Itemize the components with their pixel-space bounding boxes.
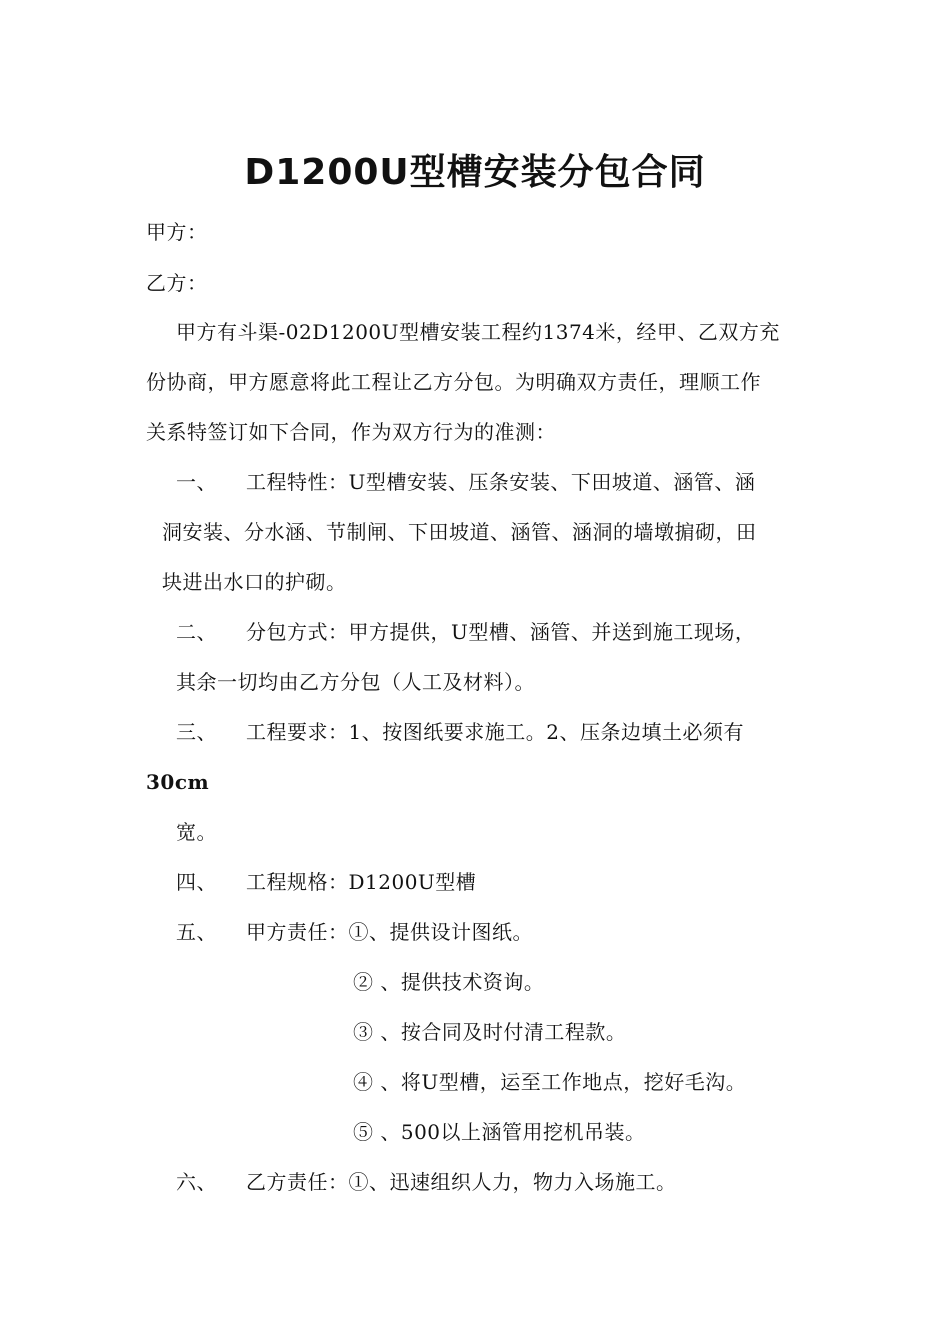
section-3 bbox=[176, 717, 744, 747]
section-number: 四、 bbox=[176, 870, 217, 894]
party-a-label: 甲方： bbox=[146, 220, 208, 244]
section-text: 其余一切均由乙方分包（人工及材料）。 bbox=[176, 670, 535, 694]
section-1 bbox=[176, 467, 755, 497]
list-item: ④ 、将U型槽，运至工作地点，挖好毛沟。 bbox=[353, 1070, 747, 1094]
list-item: ② 、提供技术资询。 bbox=[353, 970, 545, 994]
section-text: 工程规格：D1200U型槽 bbox=[246, 870, 477, 894]
document-title: D1200U型槽安装分包合同 bbox=[244, 152, 706, 193]
section-number: 一、 bbox=[176, 470, 217, 494]
section-label: 甲方责任： bbox=[246, 920, 349, 944]
section-number: 六、 bbox=[176, 1170, 217, 1194]
section-6 bbox=[176, 1167, 677, 1197]
intro-line: 甲方有斗渠-02D1200U型槽安装工程约1374米，经甲、乙双方充 bbox=[176, 320, 780, 344]
list-item: ①、提供设计图纸。 bbox=[348, 920, 533, 944]
section-text: 分包方式：甲方提供，U型槽、涵管、并送到施工现场， bbox=[246, 620, 756, 644]
section-text: 30cm bbox=[146, 770, 210, 794]
party-b-label: 乙方： bbox=[146, 271, 208, 295]
list-item: ①、迅速组织人力，物力入场施工。 bbox=[348, 1170, 677, 1194]
section-text: 工程要求：1、按图纸要求施工。2、压条边填土必须有 bbox=[246, 720, 744, 744]
section-number: 五、 bbox=[176, 920, 217, 944]
section-text: 工程特性：U型槽安装、压条安装、下田坡道、涵管、涵 bbox=[246, 470, 756, 494]
section-text: 洞安装、分水涵、节制闸、下田坡道、涵管、涵洞的墙墩掮砌，田 bbox=[162, 520, 757, 544]
list-item: ⑤ 、500以上涵管用挖机吊装。 bbox=[353, 1120, 646, 1144]
section-4 bbox=[176, 867, 476, 897]
section-number: 二、 bbox=[176, 620, 217, 644]
section-text: 块进出水口的护砌。 bbox=[162, 570, 347, 594]
section-label: 乙方责任： bbox=[246, 1170, 349, 1194]
section-text: 宽。 bbox=[176, 820, 217, 844]
intro-line: 关系特签订如下合同，作为双方行为的准测： bbox=[146, 420, 556, 444]
section-2 bbox=[176, 617, 755, 647]
section-number: 三、 bbox=[176, 720, 217, 744]
intro-line: 份协商，甲方愿意将此工程让乙方分包。为明确双方责任，理顺工作 bbox=[146, 370, 761, 394]
list-item: ③ 、按合同及时付清工程款。 bbox=[353, 1020, 627, 1044]
section-5 bbox=[176, 917, 533, 947]
